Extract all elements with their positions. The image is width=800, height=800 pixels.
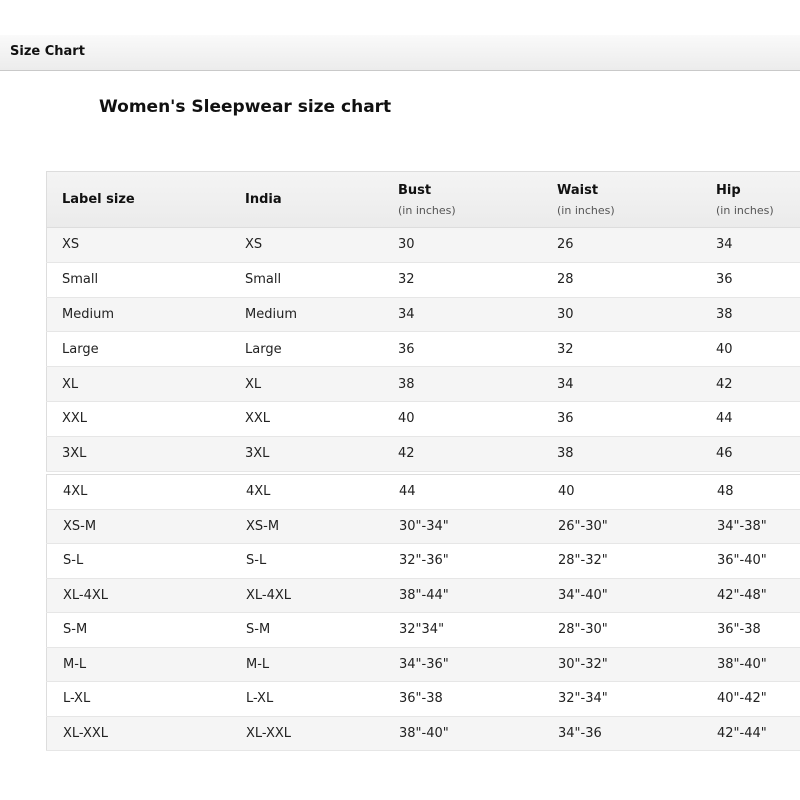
- table-cell: 36: [557, 411, 574, 427]
- table-cell: 30"-34": [399, 518, 449, 534]
- table-cell: Small: [62, 272, 99, 288]
- table-row: [47, 436, 800, 471]
- table-cell: 40: [558, 484, 575, 500]
- column-header-unit: (in inches): [557, 203, 615, 217]
- table-cell: Small: [245, 272, 282, 288]
- table-cell: XL-XXL: [246, 725, 292, 741]
- table-cell: XL: [62, 376, 79, 392]
- table-cell: S-M: [246, 622, 271, 638]
- table-cell: 26: [557, 237, 574, 253]
- table-cell: 40: [398, 411, 415, 427]
- table-cell: 46: [716, 446, 733, 462]
- column-header-india: [230, 172, 383, 228]
- table-cell: 40"-42": [717, 691, 767, 707]
- table-cell: 36"-38: [399, 691, 443, 707]
- table-row: [47, 475, 800, 510]
- column-header-label-size: [47, 172, 231, 228]
- table-cell: XS-M: [246, 518, 280, 534]
- table-cell: 4XL: [246, 484, 271, 500]
- table-cell: 32"34": [399, 622, 445, 638]
- table-cell: 28: [557, 272, 574, 288]
- table-cell: 42"-48": [717, 587, 767, 603]
- table-cell: 42: [398, 446, 415, 462]
- table-cell: 32: [557, 341, 574, 357]
- table-row: [47, 716, 800, 751]
- page-title: Women's Sleepwear size chart: [99, 97, 392, 117]
- column-header-text: India: [245, 192, 282, 207]
- table-cell: 3XL: [62, 446, 87, 462]
- table-cell: L-XL: [63, 691, 91, 707]
- table-row: [47, 332, 800, 367]
- table-row: [47, 682, 800, 717]
- table-cell: 30: [398, 237, 415, 253]
- table-cell: 36"-40": [717, 553, 767, 569]
- table-row: [47, 228, 800, 263]
- column-header-text: Label size: [62, 192, 135, 207]
- table-cell: XL: [245, 376, 262, 392]
- table-cell: 40: [716, 341, 733, 357]
- table-cell: Large: [62, 341, 99, 357]
- table-cell: Medium: [62, 306, 114, 322]
- column-header-hip: [701, 172, 800, 228]
- table-cell: XL-4XL: [63, 587, 109, 603]
- table-row: [47, 544, 800, 579]
- table-cell: XXL: [62, 411, 88, 427]
- table-cell: S-L: [246, 553, 267, 569]
- table-cell: 30: [557, 306, 574, 322]
- table-cell: 38: [398, 376, 415, 392]
- column-header-bust: [383, 172, 542, 228]
- table-cell: 38: [557, 446, 574, 462]
- size-table-top: [46, 171, 800, 472]
- table-cell: 38: [716, 306, 733, 322]
- table-row: [47, 262, 800, 297]
- table-cell: 34: [557, 376, 574, 392]
- table-cell: 28"-30": [558, 622, 608, 638]
- table-cell: XS: [245, 237, 263, 253]
- table-cell: 30"-32": [558, 656, 608, 672]
- table-cell: Medium: [245, 306, 297, 322]
- table-row: [47, 509, 800, 544]
- table-cell: 4XL: [63, 484, 88, 500]
- table-cell: 38"-44": [399, 587, 449, 603]
- column-header-text: Bust: [398, 182, 432, 198]
- table-cell: 34"-38": [717, 518, 767, 534]
- table-cell: 32"-36": [399, 553, 449, 569]
- table-cell: 34: [398, 306, 415, 322]
- column-header-text: Waist: [557, 182, 599, 198]
- table-cell: 32"-34": [558, 691, 608, 707]
- table-cell: 44: [399, 484, 416, 500]
- table-row: [47, 647, 800, 682]
- table-cell: 48: [717, 484, 734, 500]
- table-cell: S-L: [63, 553, 84, 569]
- table-cell: 26"-30": [558, 518, 608, 534]
- column-header-waist: [542, 172, 701, 228]
- table-cell: Large: [245, 341, 282, 357]
- table-cell: 34"-40": [558, 587, 608, 603]
- table-cell: XL-XXL: [63, 725, 109, 741]
- table-cell: XL-4XL: [246, 587, 292, 603]
- table-cell: 42: [716, 376, 733, 392]
- table-cell: 36"-38: [717, 622, 761, 638]
- table-cell: 38"-40": [399, 725, 449, 741]
- size-table-bottom: [46, 474, 800, 751]
- table-cell: 28"-32": [558, 553, 608, 569]
- table-cell: 44: [716, 411, 733, 427]
- table-row: [47, 578, 800, 613]
- table-cell: S-M: [63, 622, 88, 638]
- table-cell: L-XL: [246, 691, 274, 707]
- header-title: Size Chart: [10, 44, 85, 59]
- table-cell: 34"-36: [558, 725, 602, 741]
- column-header-text: Hip: [716, 182, 741, 198]
- column-header-unit: (in inches): [398, 203, 456, 217]
- table-cell: 36: [716, 272, 733, 288]
- table-cell: 34"-36": [399, 656, 449, 672]
- table-cell: XS-M: [63, 518, 97, 534]
- table-cell: 42"-44": [717, 725, 767, 741]
- table-row: [47, 613, 800, 648]
- table-row: [47, 367, 800, 402]
- table-cell: M-L: [246, 656, 270, 672]
- table-cell: XS: [62, 237, 80, 253]
- table-row: [47, 401, 800, 436]
- table-header-row: [47, 172, 800, 228]
- table-cell: 32: [398, 272, 415, 288]
- table-cell: 36: [398, 341, 415, 357]
- table-cell: 34: [716, 237, 733, 253]
- table-cell: M-L: [63, 656, 87, 672]
- table-cell: XXL: [245, 411, 271, 427]
- table-cell: 3XL: [245, 446, 270, 462]
- table-row: [47, 297, 800, 332]
- column-header-unit: (in inches): [716, 203, 774, 217]
- table-cell: 38"-40": [717, 656, 767, 672]
- size-chart-header-bar: [0, 35, 800, 71]
